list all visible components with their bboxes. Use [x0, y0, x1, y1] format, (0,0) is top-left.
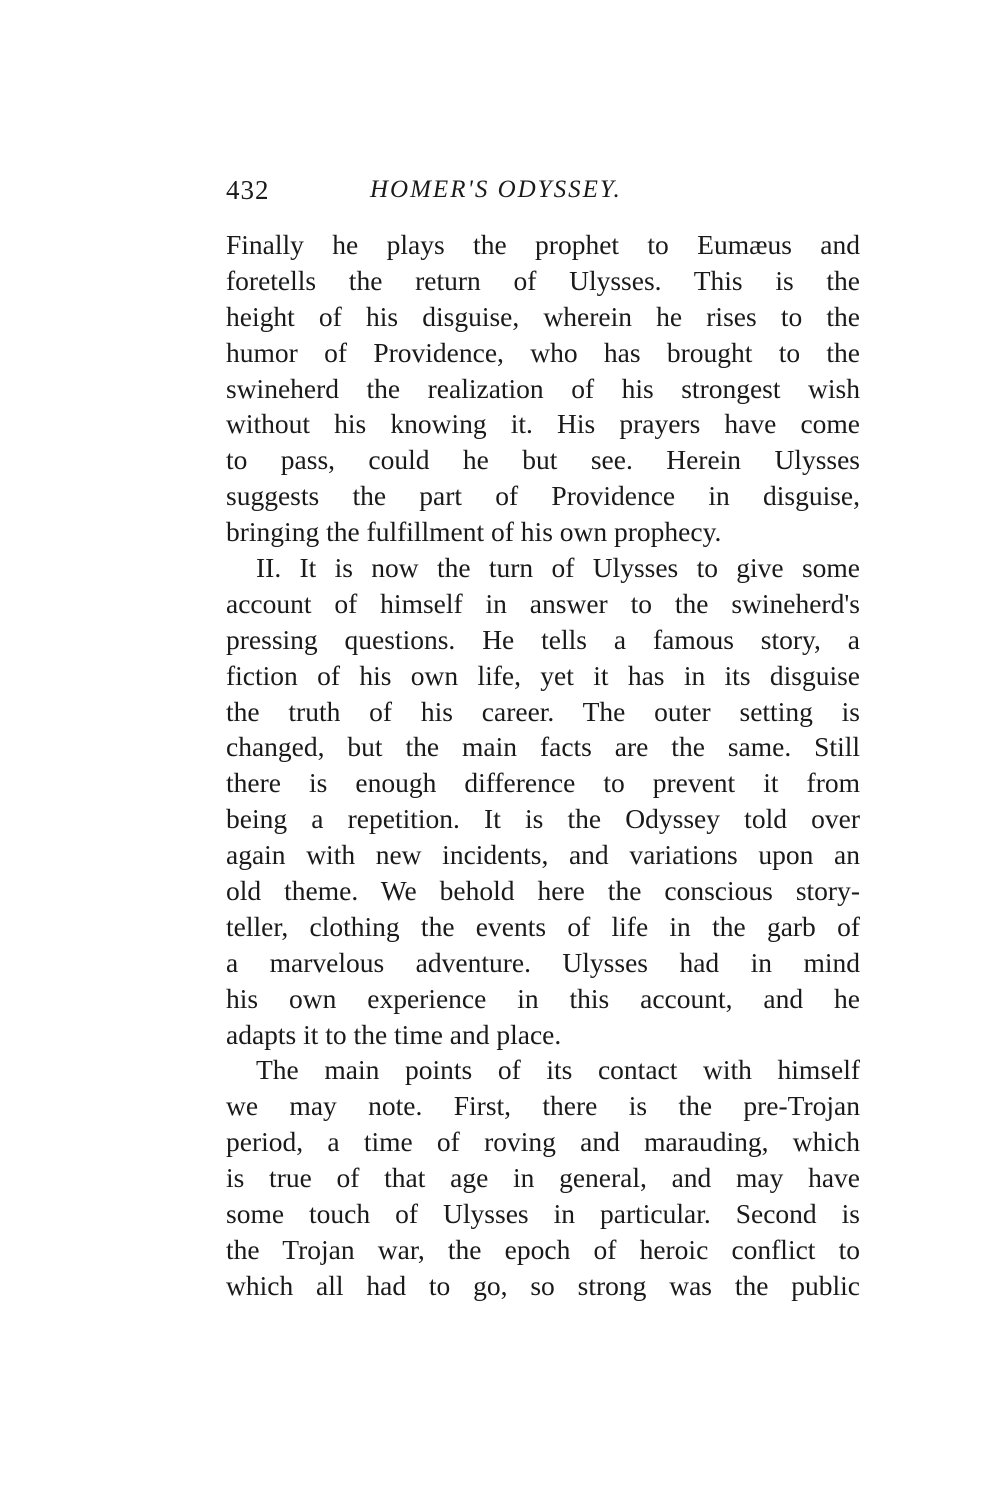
text-line: period, a time of roving and marauding, which — [226, 1126, 860, 1158]
text-line: a marvelous adventure. Ulysses had in mind — [226, 946, 860, 978]
text-line: II. It is now the turn of Ulysses to give some — [256, 552, 860, 584]
text-line: swineherd the realization of his strongest wish — [226, 372, 860, 404]
text-line: without his knowing it. His prayers have come — [226, 408, 860, 440]
text-line: some touch of Ulysses in particular. Second is — [226, 1198, 860, 1230]
text-line: his own experience in this account, and he — [226, 982, 860, 1014]
body-text — [226, 227, 860, 1304]
text-line: there is enough difference to prevent it from — [226, 767, 860, 799]
running-head — [226, 170, 866, 210]
text-line: being a repetition. It is the Odyssey told over — [226, 803, 860, 835]
text-line: bringing the fulfillment of his own prophecy. — [226, 516, 722, 548]
text-line: account of himself in answer to the swineherd's — [226, 587, 860, 619]
text-line: fiction of his own life, yet it has in its disguise — [226, 659, 860, 691]
running-title: HOMER'S ODYSSEY. — [370, 176, 622, 203]
text-line: again with new incidents, and variations upon an — [226, 839, 860, 871]
text-line: adapts it to the time and place. — [226, 1018, 562, 1050]
text-line: old theme. We behold here the conscious story- — [226, 875, 860, 907]
text-line: the Trojan war, the epoch of heroic conflict to — [226, 1233, 860, 1265]
page-number: 432 — [226, 175, 270, 205]
text-line: we may note. First, there is the pre-Trojan — [226, 1090, 860, 1122]
text-line: to pass, could he but see. Herein Ulysses — [226, 444, 860, 476]
text-line: pressing questions. He tells a famous story, a — [226, 623, 860, 655]
text-line: suggests the part of Providence in disguise, — [226, 480, 860, 512]
text-line: humor of Providence, who has brought to the — [226, 336, 860, 368]
text-line: the truth of his career. The outer setting is — [226, 695, 860, 727]
text-line: teller, clothing the events of life in the garb of — [226, 910, 860, 942]
text-line: height of his disguise, wherein he rises to the — [226, 300, 860, 332]
text-line: changed, but the main facts are the same. Still — [226, 731, 860, 763]
text-line: is true of that age in general, and may have — [226, 1162, 860, 1194]
text-line: Finally he plays the prophet to Eumæus and — [226, 229, 860, 260]
text-line: which all had to go, so strong was the public — [226, 1269, 860, 1301]
text-line: foretells the return of Ulysses. This is the — [226, 264, 860, 296]
text-line: The main points of its contact with himself — [256, 1054, 860, 1086]
